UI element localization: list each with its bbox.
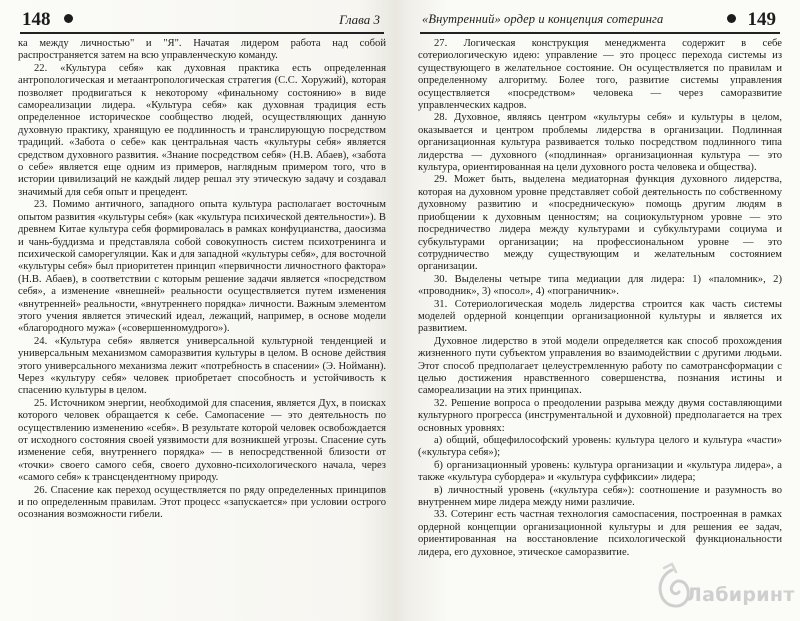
paragraph: 32. Решение вопроса о преодолении разрыва между двумя составляющими культурного прогресса (инструментальной и духовной) предполагается на трех основных уровнях: [418,397,782,434]
paragraph: 25. Источником энергии, необходимой для спасения, является Дух, в поисках которого человек обращается к себе. Самопасение — это деятельность по осуществлению изменению «себя». В результате которой человек освобождается от исходного состояния своей уязвимости для возникшей угрозы. Спасение суть изменение себя, внутреннего порядка» — в непосредственной близости от «точки» своего самого себя, своего духовно-психологического начала, через «самого себя» к трансцендентному природу. [18,397,386,484]
right-page-body [418,38,782,559]
paragraph: 27. Логическая конструкция менеджмента содержит в себе сотериологическую идею: управление — это процесс перехода системы из существующего в желательное состояние. Он осуществляется по правилам и определенному алгоритму. Более того, развитие системы управления осуществляется «посредством» человека — через саморазвитие управленческих кадров. [418,38,782,112]
left-page-header [18,8,386,32]
left-page [18,8,386,613]
paragraph: Духовное лидерство в этой модели определяется как способ прохождения жизненного пути субъектом управления во взаимодействии с другими людьми. Этот способ предполагает целеустремленную работу по самотрансформации с целью достижения нравственного совершенства, познания истины и самореализации на этих принципах. [418,335,782,397]
left-page-number: 148 [22,9,51,30]
paragraph: 33. Сотеринг есть частная технология самоспасения, построенная в рамках ордерной концепции организационной культуры и для решения ее задач, ориентированная на восстановление психологической функциональности лидера, его духовное, этическое саморазвитие. [418,509,782,558]
header-divider [20,32,384,34]
paragraph: б) организационный уровень: культура организации и «культура лидера», а также «культура субордера» и «культура суффиксии» лидера; [418,459,782,484]
header-divider [420,32,780,34]
paragraph: 31. Сотериологическая модель лидерства строится как часть системы моделей ордерной концепции организационной культуры и является их развитием. [418,298,782,335]
paragraph: 26. Спасение как переход осуществляется по ряду определенных принципов и по определенным правилам. Этот процесс «запускается» при условии острого осознания возможности гибели. [18,484,386,521]
bullet-icon [64,14,73,23]
right-page-header [418,8,782,32]
right-page-number: 149 [747,9,776,30]
paragraph: 28. Духовное, являясь центром «культуры себя» и культуры в целом, оказывается и центром проблемы лидерства в организации. Подлинная организационная культура развивается только посредством подлинного типа лидерства — духовного («подлинная» организационная культура — это культура, ориентированная на цели духовного роста человека и общества). [418,112,782,174]
watermark-text: Лабиринт [686,584,795,606]
left-running-head: Глава 3 [339,12,380,27]
paragraph: в) личностный уровень («культура себя»): соотношение и разумность во внутреннем мире лидера между ними различие. [418,484,782,509]
paragraph: 29. Может быть, выделена медиаторная функция духовного лидерства, которая на духовном уровне представляет собой деятельность по собственному духовному развитию и «посредническую» помощь другим людям в приобщении к духовным ценностям; на социокультурном уровне — это посредничество лидера между культурами и субкультурами социума и субкультурами организации; на профессиональном уровне — это сотрудничество между существующим и желательным состоянием организации. [418,174,782,273]
right-running-head: «Внутренний» ордер и концепция сотеринга [422,12,664,26]
right-page [418,8,782,613]
paragraph: а) общий, общефилософский уровень: культура целого и культура «части» («культура себя»); [418,435,782,459]
left-page-body [18,38,386,522]
paragraph: 22. «Культура себя» как духовная практика есть определенная антропологическая и метаантропологическая стратегия (С.С. Хоружий), которая позволяет продвигаться к некоторому «финальному состоянию» в виде самореализации лидера. «Культура себя» как духовная традиция есть определенное историческое сообщество людей, осуществляющих данную духовную практику, хранящую ее подлинность и транслирующую посредством традиций. «Забота о себе» как центральная часть «культуры себя» является средством духовного развития. «Знание посредством себя» (Н.В. Абаев), «забота о себе» является еще одним из примеров, наглядным примером того, что в истории цивилизаций не каждый лидер решал эту этическую задачу и создавал значимый для себя опыт и прецедент. [18,62,386,198]
paragraph: ка между личностью" и "Я". Начатая лидером работа над собой распространяется затем на всю управленческую команду. [18,38,386,62]
paragraph: 24. «Культура себя» является универсальной культурной тенденцией и универсальным механизмом саморазвития культуры в целом. В основе действия этого универсального механизма лежит «потребность в спасении» (Э. Нойманн). Через «культуру себя» человек приобретает способность и устойчивость к спасению культуры в целом. [18,335,386,397]
bullet-icon [727,14,736,23]
paragraph: 23. Помимо античного, западного опыта культура располагает восточным опытом развития «культуры себя» (как «культура психической деятельности»). В древнем Китае культура себя формировалась в рамках конфуцианства, даосизма и чань-буддизма и представляла собой совокупность систем психотренинга и психической саморегуляции. Как и для западной «культуры себя», для восточной «культуры себя» был приоритетен принцип «первичности личностного фактора» (Н.В. Абаев), в соответствии с которым решение задачи является «посредством себя», а изменение «внешней» реальности осуществляется путем изменения «внутренней» реальности, «внутреннего порядка» личности. Важным элементом этого учения является этический идеал, лежащий, например, в основе модели «благородного мужа» («совершенномудрого»). [18,199,386,335]
paragraph: 30. Выделены четыре типа медиации для лидера: 1) «паломник», 2) «проводник», 3) «посол», 4) «пограничник». [418,273,782,298]
